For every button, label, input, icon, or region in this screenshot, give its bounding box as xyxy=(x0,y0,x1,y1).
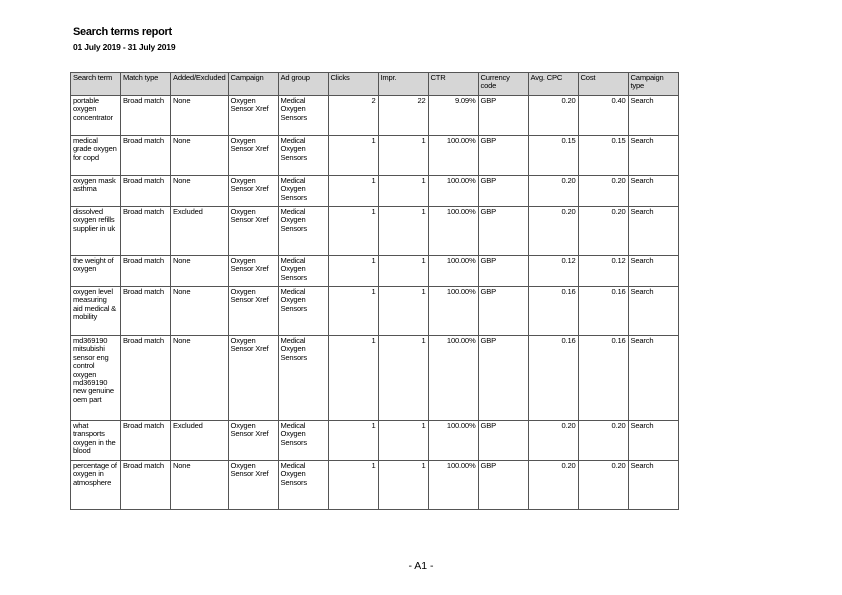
table-cell: 100.00% xyxy=(428,336,478,421)
table-cell: 1 xyxy=(328,461,378,510)
report-date-range: 01 July 2019 - 31 July 2019 xyxy=(73,42,176,52)
table-cell: 1 xyxy=(378,176,428,207)
table-cell: GBP xyxy=(478,336,528,421)
table-row xyxy=(71,287,679,336)
table-cell: 1 xyxy=(378,421,428,461)
column-header: Match type xyxy=(121,73,171,96)
table-cell: 0.20 xyxy=(528,421,578,461)
table-cell: Oxygen Sensor Xref xyxy=(228,336,278,421)
column-header: CTR xyxy=(428,73,478,96)
table-cell: Medical Oxygen Sensors xyxy=(278,287,328,336)
table-cell: None xyxy=(171,256,229,287)
table-cell: 1 xyxy=(328,421,378,461)
table-cell: 0.20 xyxy=(578,461,628,510)
table-cell: GBP xyxy=(478,256,528,287)
table-cell: 0.12 xyxy=(578,256,628,287)
table-header-row xyxy=(71,73,679,96)
table-cell: None xyxy=(171,136,229,176)
table-cell: 1 xyxy=(378,256,428,287)
table-cell: Medical Oxygen Sensors xyxy=(278,96,328,136)
table-cell: Oxygen Sensor Xref xyxy=(228,256,278,287)
table-cell: 1 xyxy=(378,136,428,176)
table-cell: 100.00% xyxy=(428,287,478,336)
table-cell: Medical Oxygen Sensors xyxy=(278,256,328,287)
table-cell: Oxygen Sensor Xref xyxy=(228,461,278,510)
table-cell: oxygen mask asthma xyxy=(71,176,121,207)
table-cell: None xyxy=(171,96,229,136)
table-cell: 1 xyxy=(328,207,378,256)
column-header: Cost xyxy=(578,73,628,96)
table-body xyxy=(71,96,679,510)
table-cell: Search xyxy=(628,287,678,336)
table-cell: dissolved oxygen refills supplier in uk xyxy=(71,207,121,256)
table-cell: Medical Oxygen Sensors xyxy=(278,207,328,256)
table-cell: Medical Oxygen Sensors xyxy=(278,336,328,421)
column-header: Currency code xyxy=(478,73,528,96)
table-cell: 1 xyxy=(328,287,378,336)
table-cell: Excluded xyxy=(171,421,229,461)
table-cell: GBP xyxy=(478,96,528,136)
table-cell: Oxygen Sensor Xref xyxy=(228,176,278,207)
search-terms-table xyxy=(70,72,679,510)
table-cell: 0.16 xyxy=(578,336,628,421)
table-cell: Broad match xyxy=(121,421,171,461)
table-cell: 1 xyxy=(328,256,378,287)
report-title: Search terms report xyxy=(73,26,172,38)
table-cell: what transports oxygen in the blood xyxy=(71,421,121,461)
table-cell: 0.20 xyxy=(528,96,578,136)
table-cell: Search xyxy=(628,96,678,136)
table-cell: 9.09% xyxy=(428,96,478,136)
table-cell: Search xyxy=(628,336,678,421)
table-row xyxy=(71,461,679,510)
table-cell: GBP xyxy=(478,207,528,256)
table-cell: Broad match xyxy=(121,207,171,256)
table-cell: 2 xyxy=(328,96,378,136)
table-cell: Search xyxy=(628,176,678,207)
table-cell: Medical Oxygen Sensors xyxy=(278,421,328,461)
table-cell: Broad match xyxy=(121,287,171,336)
table-cell: 1 xyxy=(328,336,378,421)
table-cell: 100.00% xyxy=(428,176,478,207)
table-cell: Medical Oxygen Sensors xyxy=(278,136,328,176)
column-header: Avg. CPC xyxy=(528,73,578,96)
table-row xyxy=(71,421,679,461)
table-cell: 0.20 xyxy=(528,461,578,510)
table-cell: 1 xyxy=(378,207,428,256)
table-cell: Search xyxy=(628,207,678,256)
table-cell: Search xyxy=(628,256,678,287)
table-row xyxy=(71,136,679,176)
table-cell: Search xyxy=(628,421,678,461)
table-row xyxy=(71,256,679,287)
table-cell: GBP xyxy=(478,461,528,510)
table-cell: 0.15 xyxy=(528,136,578,176)
table-cell: 0.20 xyxy=(578,176,628,207)
table-cell: 0.20 xyxy=(578,207,628,256)
table-cell: 0.20 xyxy=(578,421,628,461)
table-cell: Oxygen Sensor Xref xyxy=(228,421,278,461)
table-cell: Broad match xyxy=(121,136,171,176)
table-cell: portable oxygen concentrator xyxy=(71,96,121,136)
table-cell: GBP xyxy=(478,136,528,176)
table-cell: Oxygen Sensor Xref xyxy=(228,207,278,256)
page-number: - A1 - xyxy=(408,560,434,572)
table-row xyxy=(71,96,679,136)
table-cell: Broad match xyxy=(121,461,171,510)
table-cell: 0.20 xyxy=(528,207,578,256)
table-cell: 0.15 xyxy=(578,136,628,176)
table-cell: Broad match xyxy=(121,176,171,207)
table-cell: 0.12 xyxy=(528,256,578,287)
table-cell: 100.00% xyxy=(428,461,478,510)
table-cell: Oxygen Sensor Xref xyxy=(228,287,278,336)
table-cell: Oxygen Sensor Xref xyxy=(228,96,278,136)
table-row xyxy=(71,207,679,256)
table-cell: 0.16 xyxy=(528,336,578,421)
column-header: Impr. xyxy=(378,73,428,96)
column-header: Campaign type xyxy=(628,73,678,96)
table-cell: None xyxy=(171,336,229,421)
table-cell: 0.16 xyxy=(578,287,628,336)
table-cell: Oxygen Sensor Xref xyxy=(228,136,278,176)
column-header: Search term xyxy=(71,73,121,96)
table-cell: 1 xyxy=(378,461,428,510)
table-cell: 100.00% xyxy=(428,136,478,176)
column-header: Added/Excluded xyxy=(171,73,229,96)
table-cell: 1 xyxy=(378,287,428,336)
table-cell: Search xyxy=(628,461,678,510)
table-cell: oxygen level measuring aid medical & mobility xyxy=(71,287,121,336)
table-cell: 0.20 xyxy=(528,176,578,207)
table-cell: 1 xyxy=(378,336,428,421)
table-cell: 0.40 xyxy=(578,96,628,136)
table-cell: Medical Oxygen Sensors xyxy=(278,176,328,207)
table-cell: Medical Oxygen Sensors xyxy=(278,461,328,510)
table-cell: GBP xyxy=(478,176,528,207)
table-cell: the weight of oxygen xyxy=(71,256,121,287)
table-cell: Broad match xyxy=(121,256,171,287)
table-cell: 100.00% xyxy=(428,207,478,256)
table-cell: GBP xyxy=(478,421,528,461)
table-cell: Search xyxy=(628,136,678,176)
column-header: Campaign xyxy=(228,73,278,96)
table-cell: medical grade oxygen for copd xyxy=(71,136,121,176)
table-cell: Broad match xyxy=(121,336,171,421)
table-cell: None xyxy=(171,176,229,207)
table-cell: 0.16 xyxy=(528,287,578,336)
table-cell: Excluded xyxy=(171,207,229,256)
table-row xyxy=(71,336,679,421)
table-row xyxy=(71,176,679,207)
table-cell: md369190 mitsubishi sensor eng control oxygen md369190 new genuine oem part xyxy=(71,336,121,421)
column-header: Clicks xyxy=(328,73,378,96)
table-cell: 1 xyxy=(328,136,378,176)
table-cell: 100.00% xyxy=(428,421,478,461)
table-cell: 100.00% xyxy=(428,256,478,287)
table-cell: GBP xyxy=(478,287,528,336)
column-header: Ad group xyxy=(278,73,328,96)
table-cell: None xyxy=(171,461,229,510)
table-cell: 22 xyxy=(378,96,428,136)
table-cell: percentage of oxygen in atmosphere xyxy=(71,461,121,510)
table-cell: Broad match xyxy=(121,96,171,136)
table-cell: 1 xyxy=(328,176,378,207)
table-cell: None xyxy=(171,287,229,336)
